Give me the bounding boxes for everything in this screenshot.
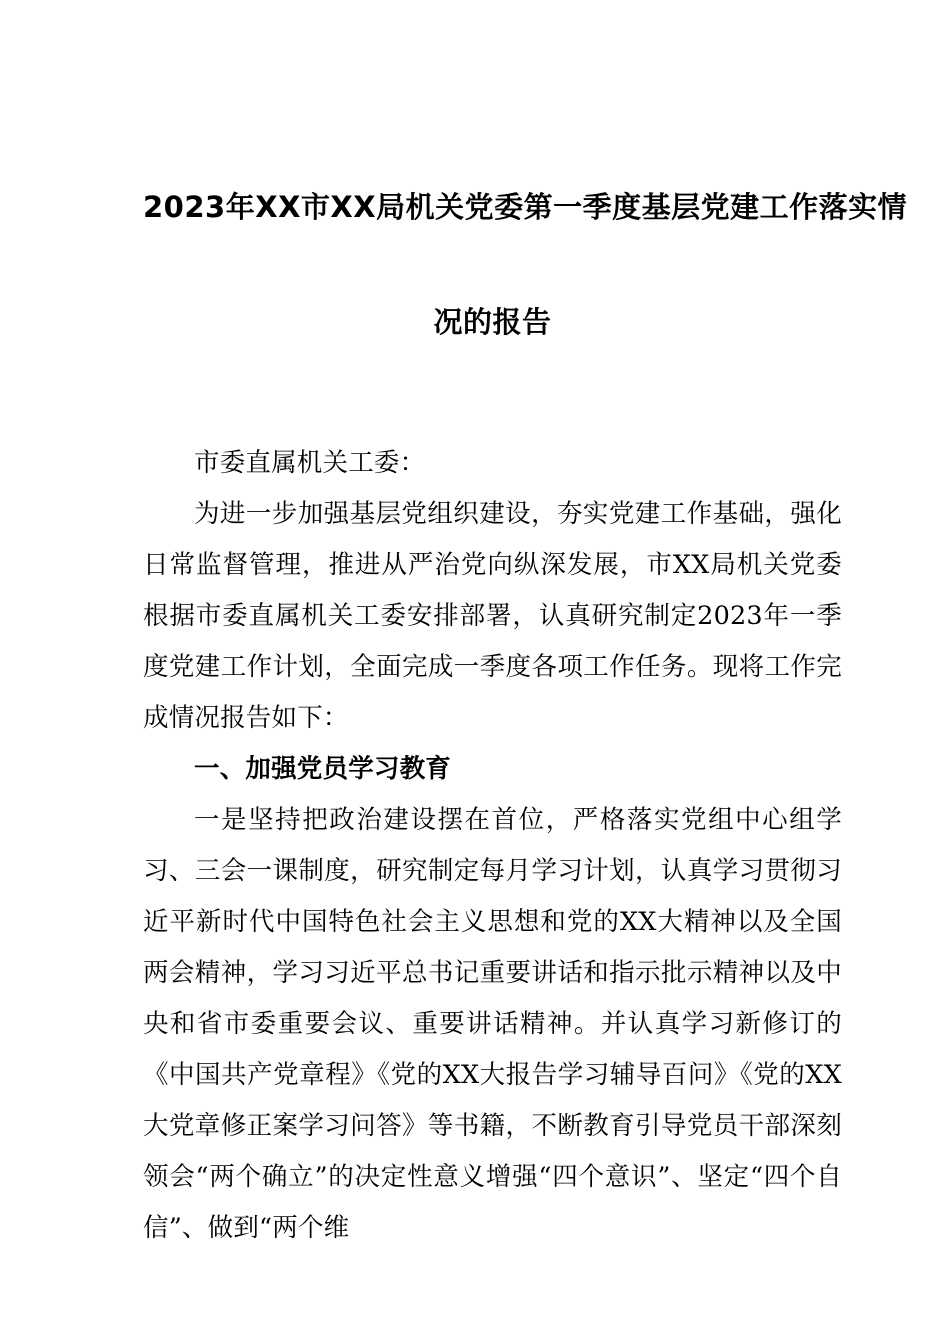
document-title [143,150,908,380]
document-body [143,438,842,1254]
section-heading-1: 一、加强党员学习教育 [194,754,452,784]
document-title-line-2: 况的报告 [433,305,552,339]
intro-paragraph: 为进一步加强基层党组织建设，夯实党建工作基础，强化日常监督管理，推进从严治党向纵深发展，市XX局机关党委根据市委直属机关工委安排部署，认真研究制定2023年一季度党建工作计划，全面完成一季度各项工作任务。现将工作完成情况报告如下： [143,499,842,733]
section-1-paragraph-1: 一是坚持把政治建设摆在首位，严格落实党组中心组学习、三会一课制度，研究制定每月学习计划，认真学习贯彻习近平新时代中国特色社会主义思想和党的XX大精神以及全国两会精神，学习习近平总书记重要讲话和指示批示精神以及中央和省市委重要会议、重要讲话精神。并认真学习新修订的《中国共产党章程》《党的XX大报告学习辅导百问》《党的XX大党章修正案学习问答》等书籍，不断教育引导党员干部深刻领会“两个确立”的决定性意义增强“四个意识”、坚定“四个自信”、做到“两个维 [143,805,842,1243]
document-title-line-1: 2023年XX市XX局机关党委第一季度基层党建工作落实情 [143,190,908,224]
salutation: 市委直属机关工委： [194,448,426,478]
